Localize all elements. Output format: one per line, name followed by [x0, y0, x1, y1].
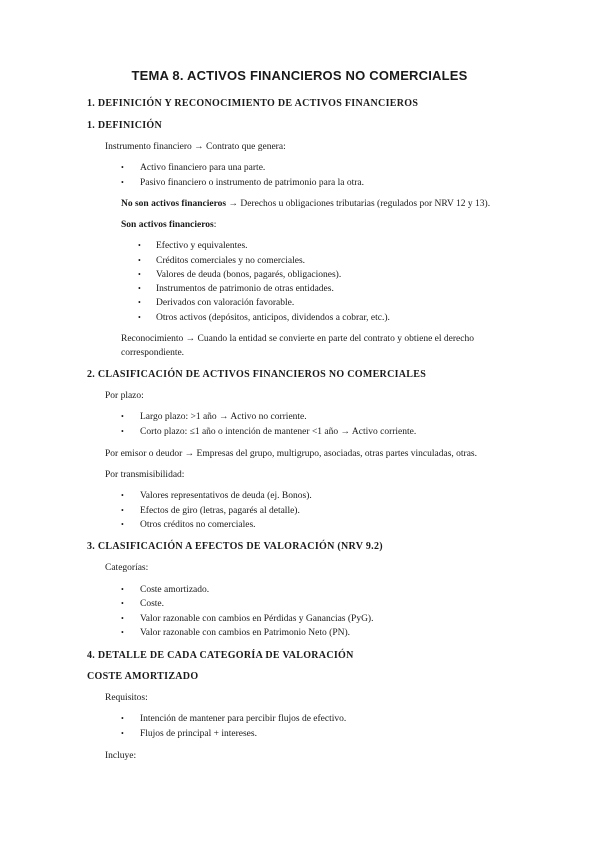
document-title: TEMA 8. ACTIVOS FINANCIEROS NO COMERCIALES	[131, 68, 468, 83]
bullet-glyph: •	[121, 520, 124, 529]
section1-heading: 1. DEFINICIÓN Y RECONOCIMIENTO DE ACTIVOS FINANCIEROS	[87, 98, 419, 109]
bullet-glyph: •	[121, 491, 124, 500]
list-item: • Valores de deuda (bonos, pagarés, obligaciones).	[138, 270, 342, 280]
list-item: • Intención de mantener para percibir flujos de efectivo.	[121, 714, 347, 724]
section1-subheading: 1. DEFINICIÓN	[87, 120, 163, 131]
list-item: • Flujos de principal + intereses.	[121, 729, 257, 739]
list-item: • Derivados con valoración favorable.	[138, 298, 295, 308]
bullet-glyph: •	[138, 298, 141, 307]
list-item: • Otros créditos no comerciales.	[121, 520, 256, 530]
list-item: • Valor razonable con cambios en Pérdidas y Ganancias (PyG).	[121, 614, 374, 624]
bullet-glyph: •	[138, 284, 141, 293]
section2-heading: 2. CLASIFICACIÓN DE ACTIVOS FINANCIEROS NO COMERCIALES	[87, 369, 427, 380]
no-son-activos-line: No son activos financieros → Derechos u obligaciones tributarias (regulados por NRV 12 y 13).	[121, 199, 491, 209]
incluye-label: Incluye:	[105, 751, 137, 761]
list-item: • Coste.	[121, 599, 165, 609]
bullet-glyph: •	[121, 599, 124, 608]
bullet-glyph: •	[121, 628, 124, 637]
list-item: • Largo plazo: >1 año → Activo no corriente.	[121, 412, 307, 422]
bullet-glyph: •	[121, 729, 124, 738]
list-item: • Pasivo financiero o instrumento de patrimonio para la otra.	[121, 178, 364, 188]
reconocimiento-line-2: correspondiente.	[121, 348, 185, 358]
bullet-glyph: •	[138, 313, 141, 322]
son-activos-label: Son activos financieros:	[121, 220, 217, 230]
section3-heading: 3. CLASIFICACIÓN A EFECTOS DE VALORACIÓN (NRV 9.2)	[87, 541, 383, 552]
list-item: • Activo financiero para una parte.	[121, 163, 266, 173]
requisitos-label: Requisitos:	[105, 693, 148, 703]
bullet-glyph: •	[121, 427, 124, 436]
list-item: • Instrumentos de patrimonio de otras entidades.	[138, 284, 334, 294]
list-item: • Otros activos (depósitos, anticipos, dividendos a cobrar, etc.).	[138, 313, 390, 323]
coste-amortizado-heading: COSTE AMORTIZADO	[87, 671, 199, 682]
list-item: • Coste amortizado.	[121, 585, 210, 595]
list-item: • Efectos de giro (letras, pagarés al detalle).	[121, 506, 300, 516]
list-item: • Valor razonable con cambios en Patrimonio Neto (PN).	[121, 628, 350, 638]
reconocimiento-line-1: Reconocimiento → Cuando la entidad se convierte en parte del contrato y obtiene el derecho	[121, 334, 474, 344]
bullet-glyph: •	[138, 241, 141, 250]
transmisibilidad-label: Por transmisibilidad:	[105, 470, 185, 480]
bullet-glyph: •	[121, 178, 124, 187]
section4-heading: 4. DETALLE DE CADA CATEGORÍA DE VALORACIÓN	[87, 650, 354, 661]
bullet-glyph: •	[121, 163, 124, 172]
emisor-line: Por emisor o deudor → Empresas del grupo, multigrupo, asociadas, otras partes vinculadas, otras.	[105, 449, 477, 459]
list-item: • Créditos comerciales y no comerciales.	[138, 256, 306, 266]
list-item: • Corto plazo: ≤1 año o intención de mantener <1 año → Activo corriente.	[121, 427, 417, 437]
bullet-glyph: •	[121, 412, 124, 421]
list-item: • Efectivo y equivalentes.	[138, 241, 248, 251]
bullet-glyph: •	[121, 714, 124, 723]
bullet-glyph: •	[121, 614, 124, 623]
bullet-glyph: •	[138, 270, 141, 279]
bullet-glyph: •	[138, 256, 141, 265]
plazo-label: Por plazo:	[105, 391, 144, 401]
instrumento-definition: Instrumento financiero → Contrato que genera:	[105, 142, 286, 152]
bullet-glyph: •	[121, 506, 124, 515]
list-item: • Valores representativos de deuda (ej. Bonos).	[121, 491, 312, 501]
bullet-glyph: •	[121, 585, 124, 594]
categorias-label: Categorías:	[105, 563, 149, 573]
